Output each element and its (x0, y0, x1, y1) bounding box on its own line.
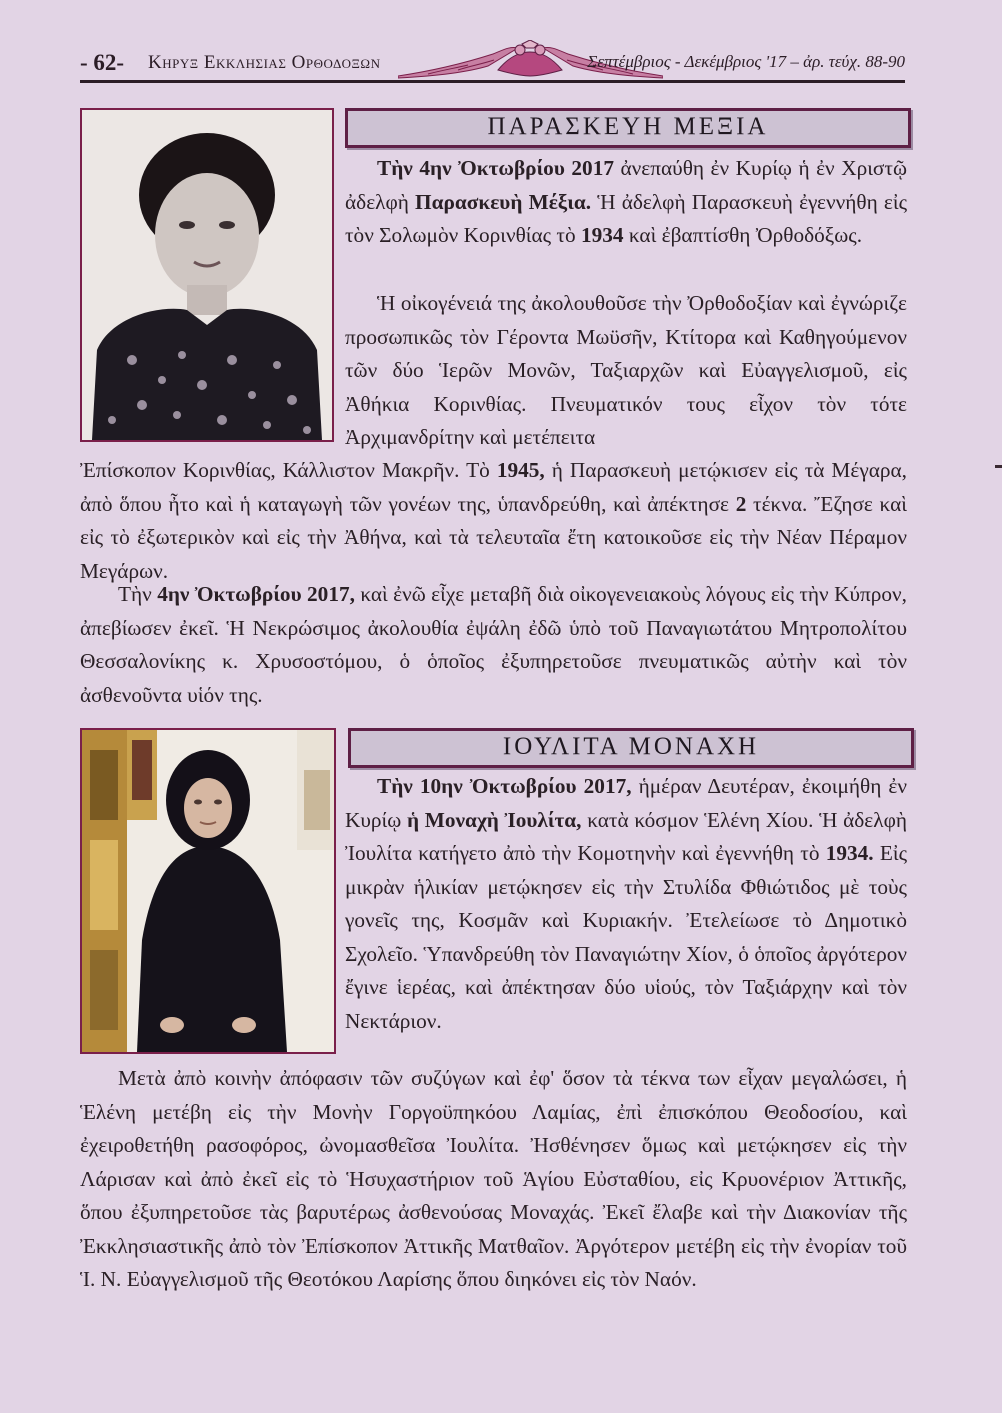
text-span: Ἐπίσκοπον Κορινθίας, Κάλλιστον Μακρῆν. Τὸ (80, 458, 497, 482)
text-span: κατὰ κόσμον Ἑλένη Χίου. Ἡ ἀδελφὴ Ἰουλίτα κατήγετο ἀπὸ τὴν Κομοτηνὴν καὶ ἐγεννήθη τὸ (345, 807, 907, 865)
header-rule (80, 80, 905, 83)
page-header (80, 40, 905, 88)
year-text: 1934. (825, 841, 874, 865)
article2-paragraph-2: Μετὰ ἀπὸ κοινὴν ἀπόφασιν τῶν συζύγων καὶ ἐφ' ὅσον τὰ τέκνα των εἶχαν μεγαλώσει, ἡ Ἑλένη μετέβη εἰς τὴν Μονὴν Γοργοϋπηκόου Λαμίας, ἐπὶ ἐπισκόπου Θεοδοσίου, καὶ ἐχειροθετήθη ρασοφόρος, ὠνομασθεῖσα Ἰουλίτα. Ἠσθένησεν ὅμως καὶ μετῴκησεν εἰς τὴν Λάρισαν καὶ ἀπὸ ἐκεῖ εἰς τὸ Ἡσυχαστήριον τοῦ Ἁγίου Εὐσταθίου, εἰς Κρυονέριον Ἀττικῆς, ὅπου ἐξυπηρετοῦσε τὰς βαρυτέρως ἀσθενούσας Μοναχάς. Ἐκεῖ ἔλαβε καὶ τὴν Διακονίαν τῆς Ἐκκλησιαστικῆς ἀπὸ τὸν Ἐπίσκοπον Ἀττικῆς Ματθαῖον. Ἀργότερον μετέβη εἰς τὴν ἐνορίαν τοῦ Ἱ. Ν. Εὐαγγελισμοῦ τῆς Θεοτόκου Λαρίσης ὅπου διηκόνει εἰς τὸν Ναόν. (80, 1066, 907, 1291)
page-number: - 62- (80, 50, 125, 75)
article-title-ioulita: ΙΟΥΛΙΤΑ ΜΟΝΑΧΗ (348, 728, 914, 768)
year-text: 1945, (496, 458, 545, 482)
text-span: Εἰς μικρὰν ἡλικίαν μετῴκησεν εἰς τὴν Στυλίδα Φθιώτιδος μὲ τοὺς γονεῖς της, Κοσμᾶν καὶ Κυριακήν. Ἐτελείωσε τὸ Δημοτικὸ Σχολεῖο. Ὑπανδρεύθη τὸν Παναγιώτην Χίον, ὁ ὁποῖος ἀργότερον ἔγινε ἱερέας, καὶ ἀπέκτησαν δύο υἱούς, τὸν Ταξιάρχην καὶ τὸν Νεκτάριον. (345, 841, 907, 1033)
text-span: Τὴν (118, 582, 158, 606)
text-span: καὶ ἐνῶ εἶχε μεταβῆ διὰ οἰκογενειακοὺς λόγους εἰς τὴν Κύπρον, ἀπεβίωσεν ἐκεῖ. Ἡ Νεκρώσιμος ἀκολουθία ἐψάλη ἐδῶ ὑπὸ τοῦ Παναγιωτάτου Μητροπολίτου Θεσσαλονίκης κ. Χρυσοστόμου, ὁ ὁποῖος ἐξυπηρετοῦσε πνευματικῶς αὐτὴν καὶ τὸν ἀσθενοῦντα υἱόν της. (80, 582, 907, 707)
date-text: Τὴν 10ην Ὀκτωβρίου 2017, (377, 774, 632, 798)
article-title-paraskevi: ΠΑΡΑΣΚΕΥΗ ΜΕΞΙΑ (345, 108, 911, 148)
article1-paragraph-3 (80, 454, 907, 588)
person-name: ἡ Μοναχὴ Ἰουλίτα, (407, 807, 582, 832)
margin-mark (995, 465, 1002, 468)
article1-paragraph-1 (345, 152, 907, 253)
count-text: 2 (735, 491, 747, 516)
issue-info: Σεπτέμβριος - Δεκέμβριος '17 – ἀρ. τεύχ. 88-90 (587, 52, 905, 71)
text-span: τέκνα. Ἔζησε καὶ εἰς τὸ ἐξωτερικὸν καὶ εἰς τὴν Ἀθήνα, καὶ τὰ τελευταῖα ἔτη κατοικοῦσε εἰς τὴν Νέαν Πέραμον Μεγάρων. (80, 491, 907, 583)
text-span: ἡ Παρασκευὴ μετῴκισεν εἰς τὰ Μέγαρα, ἀπὸ ὅπου ἦτο καὶ ἡ καταγωγὴ τῶν γονέων της, ὑπανδρεύθη, καὶ ἀπέκτησε (80, 458, 907, 516)
article1-paragraph-2: Ἡ οἰκογένειά της ἀκολουθοῦσε τὴν Ὀρθοδοξίαν καὶ ἐγνώριζε προσωπικῶς τὸν Γέροντα Μωϋσῆν, Κτίτορα καὶ Καθηγούμενον τῶν δύο Ἱερῶν Μονῶν, Ταξιαρχῶν καὶ Εὐαγγελισμοῦ, εἰς Ἀθήκια Κορινθίας. Πνευματικόν τους εἶχον τὸν τότε Ἀρχιμανδρίτην καὶ μετέπειτα (345, 291, 907, 449)
year-text: 1934 (580, 223, 624, 247)
portrait-nun-icon (80, 728, 336, 1054)
person-name: Παρασκευὴ Μέξια. (415, 189, 592, 214)
date-text: Τὴν 4ην Ὀκτωβρίου 2017 (377, 156, 614, 180)
text-span: καὶ ἐβαπτίσθη Ὀρθοδόξως. (623, 223, 863, 247)
journal-title: Κηρυξ Εκκλησιας Ορθοδοξων (148, 52, 381, 73)
portrait-woman-icon (80, 108, 334, 442)
article1-paragraph-4 (80, 578, 907, 712)
date-text: 4ην Ὀκτωβρίου 2017, (157, 582, 355, 606)
text-span: ἀνεπαύθη ἐν Κυρίῳ ἡ ἐν Χριστῷ ἀδελφὴ (345, 156, 907, 214)
article2-paragraph-1 (345, 770, 907, 1038)
text-span: ἡμέραν Δευτέραν, ἐκοιμήθη ἐν Κυρίῳ (345, 774, 907, 832)
text-span: Ἡ ἀδελφὴ Παρασκευὴ ἐγεννήθη εἰς τὸν Σολωμὸν Κορινθίας τὸ (345, 189, 907, 247)
